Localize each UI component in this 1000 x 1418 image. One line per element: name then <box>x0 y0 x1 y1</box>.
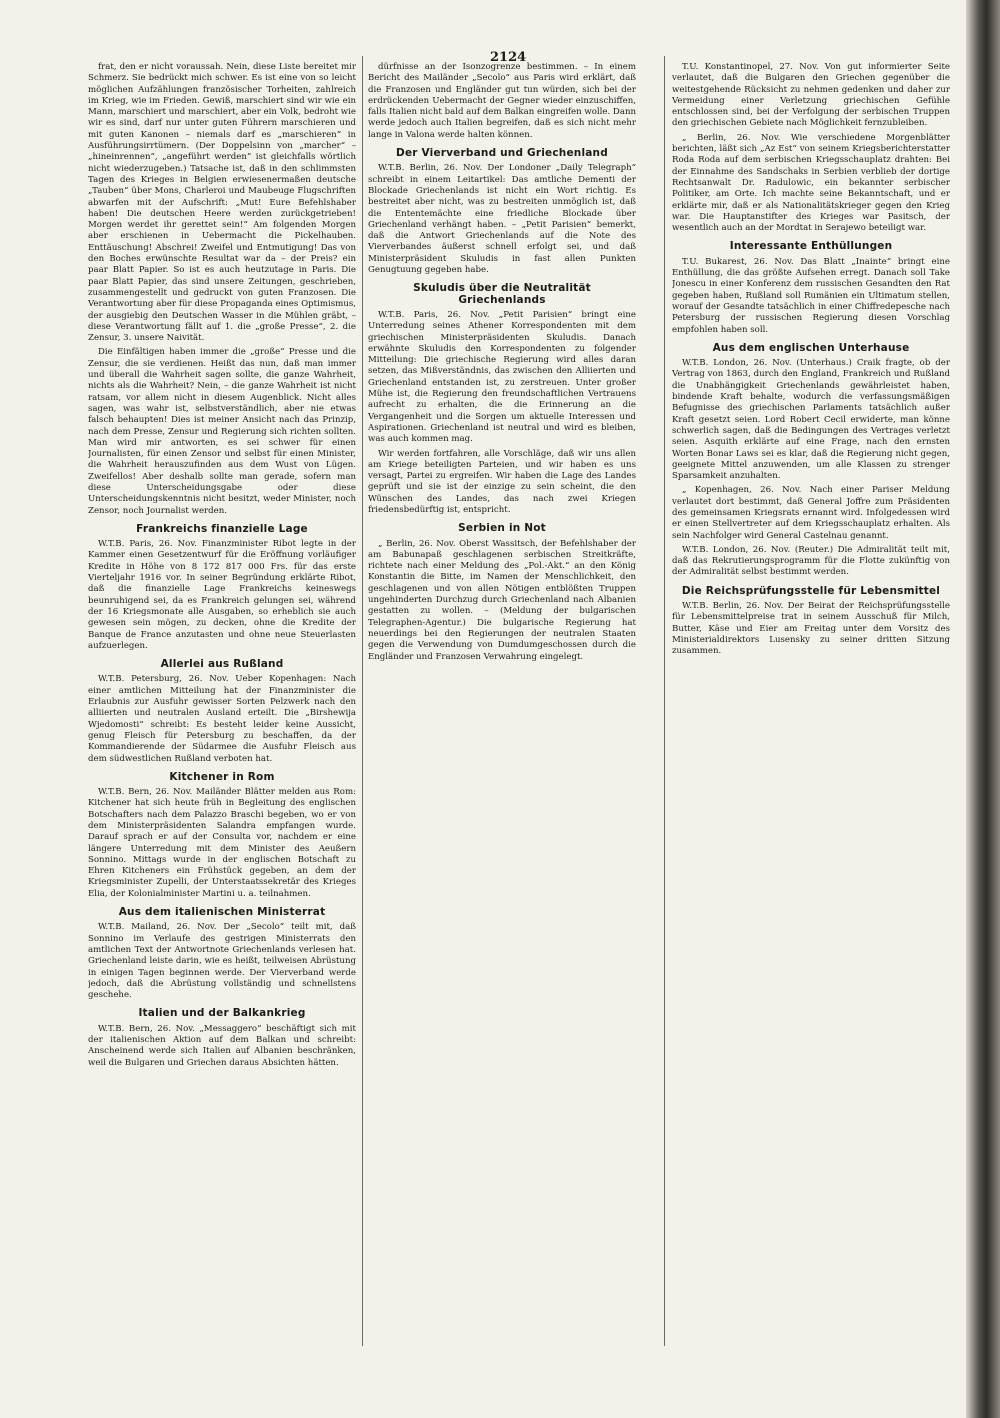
article-paragraph: frat, den er nicht voraussah. Nein, diese Liste bereitet mir Schmerz. Sie bedrückt mich schwer. Es ist eine von so leicht möglichen Aufzählungen französischer Torheiten, zahlreich im Krieg, wie im Frieden. Gewiß, marschiert sind wir wie ein Mann, marschiert und marschiert, aber ein Volk, bedroht wie wir es sind, darf nur unter guten Führern marschieren und mit guten Kanonen – niemals darf es „marschieren“ in Ausführungsirrtümern. (Der Doppelsinn von „marcher“ – „hineinrennen“, „angeführt werden“ ist gleichfalls wörtlich nicht wiederzugeben.) Tatsache ist, daß in den schlimmsten Tagen des Krieges in Belgien erwiesenermaßen deutsche „Tauben“ über Mons, Charleroi und Maubeuge Flugschriften abwarfen mit der Aufschrift: „Mut! Eure Befehlshaber haben! Die deutschen Heere werden zurückgetrieben! Morgen werdet ihr gerettet sein!“ Am folgenden Morgen aber erschienen in Uebermacht die Pickelhauben. Enttäuschung! Abschrei! Zweifel und Entmutigung! Das von den Boches erwünschte Resultat war da – der Preis? ein paar Blatt Papier. So ist es auch heutzutage in Paris. Die paar Blatt Papier, das sind unsere Zeitungen, geschrieben, zusammengestellt und gedruckt von guten Franzosen. Die Verantwortung aber für diese Propaganda eines Optimismus, der ausgiebig den Deutschen Wasser in die Mühlen gräbt, – diese Verantwortung fällt auf 1. die „große Presse“, 2. die Zensur, 3. unsere Naivität. <box>88 62 356 344</box>
article-heading: Kitchener in Rom <box>169 770 275 783</box>
page-number: 2124 <box>490 50 527 65</box>
article-paragraph: „ Berlin, 26. Nov. Oberst Wassitsch, der Befehlshaber der am Babunapaß geschlagenen serbischen Streitkräfte, richtete nach einer Meldung des „Pol.-Akt.“ an den König Konstantin die Bitte, im Namen der Menschlichkeit, den geschlagenen und von allen Nötigen entblößten Truppen ungehinderten Durchzug durch Griechenland nach Albanien gestatten zu wollen. – (Meldung der bulgarischen Telegraphen-Agentur.) Die bulgarische Regierung hat neuerdings bei den Regierungen der neutralen Staaten gegen die Verwendung von Dumdumgeschossen durch die Engländer und Franzosen Verwahrung eingelegt. <box>368 538 636 662</box>
article-heading: Aus dem englischen Unterhause <box>712 341 910 354</box>
article-heading: Skuludis über die Neutralität Griechenlands <box>413 282 591 306</box>
article-heading: Frankreichs finanzielle Lage <box>136 522 308 535</box>
article-paragraph: T.U. Bukarest, 26. Nov. Das Blatt „Inainte“ bringt eine Enthüllung, die das größte Aufsehen erregt. Danach soll Take Jonescu in einer Konferenz dem russischen Gesandten den Rat gegeben haben, Rußland soll Rumänien ein Ultimatum stellen, worauf der Gesandte tatsächlich in einer Chiffredepesche nach Petersburg der russischen Regierung diesen Vorschlag empfohlen haben soll. <box>672 256 950 335</box>
article-paragraph: T.U. Konstantinopel, 27. Nov. Von gut informierter Seite verlautet, daß die Bulgaren den Griechen gegenüber die weitestgehende Rücksicht zu nehmen gedenken und daher zur Vermeidung einer Verletzung griechischen Gefühle entschlossen sind, bei der Verfolgung der serbischen Truppen den griechischen Gebiete nach Möglichkeit fernzubleiben. <box>672 62 950 129</box>
column-rule <box>664 56 665 1346</box>
article-paragraph: W.T.B. Berlin, 26. Nov. Der Londoner „Daily Telegraph“ schreibt in einem Leitartikel: Das amtliche Dementi der Blockade Griechenlands ist nicht ein Wort richtig. Es bestreitet aber nicht, was zu bestreiten unmöglich ist, daß die Ententemächte eine friedliche Blockade über Griechenland verhängt haben. – „Petit Parisien“ bemerkt, daß die Antwort Griechenlands auf die Note des Vierverbandes äußerst schnell erfolgt sei, und daß Ministerpräsident Skuludis in fast allen Punkten Genugtuung gegeben habe. <box>368 163 636 276</box>
article-paragraph: W.T.B. Bern, 26. Nov. „Messaggero“ beschäftigt sich mit der italienischen Aktion auf dem Balkan und schreibt: Anscheinend werde sich Italien auf Albanien beschränken, weil die Bulgaren und Griechen daraus Absichten hätten. <box>88 1023 356 1068</box>
article-paragraph: W.T.B. London, 26. Nov. (Unterhaus.) Craik fragte, ob der Vertrag von 1863, durch den England, Frankreich und Rußland die Unabhängigkeit Griechenlands gewährleistet haben, bindende Kraft behalte, wodurch die verfassungsmäßigen Befugnisse des griechischen Parlaments tatsächlich außer Kraft gesetzt seien. Lord Robert Cecil erwiderte, man könne schwerlich sagen, daß die Bedingungen des Vertrages verletzt seien. Asquith erklärte auf eine Frage, nach den ernsten Worten Bonar Laws sei es klar, daß die Regierung nicht gegen, geeignete Mittel anzuwenden, um alle Klassen zu strenger Sparsamkeit anzuhalten. <box>672 358 950 482</box>
article-paragraph: Wir werden fortfahren, alle Vorschläge, daß wir uns allen am Kriege beteiligten Parteien, und wir haben es uns versagt, Partei zu ergreifen. Wir haben die Lage des Landes geprüft und sie ist der einzige zu sein scheint, die den Wünschen des Landes, das nach zwei Kriegen friedensbedürftig ist, entspricht. <box>368 448 636 515</box>
article-heading: Interessante Enthüllungen <box>729 240 893 253</box>
article-heading: Serbien in Not <box>458 522 546 535</box>
article-heading: Italien und der Balkankrieg <box>138 1007 306 1020</box>
article-paragraph: W.T.B. Paris, 26. Nov. „Petit Parisien“ bringt eine Unterredung seines Athener Korrespondenten mit dem griechischen Ministerpräsidenten Skuludis. Danach erwähnte Skuludis den Korrespondenten zu folgender Mitteilung: Die griechische Regierung wird alles daran setzen, das Mißverständnis, das zwischen den Alliierten und Griechenland entstanden ist, zu zerstreuen. Unter großer Mühe ist, die Regierung den freundschaftlichen Vertrauens aufrecht zu erhalten, die die Erinnerung an die Vergangenheit und die Sorgen um aktuelle Interessen und Aspirationen. Griechenland ist neutral und wird es bleiben, was auch kommen mag. <box>368 309 636 445</box>
column-1 <box>88 62 356 1342</box>
article-heading: Aus dem italienischen Ministerrat <box>118 906 326 919</box>
article-paragraph: W.T.B. Bern, 26. Nov. Mailänder Blätter melden aus Rom: Kitchener hat sich heute früh in Begleitung des englischen Botschafters nach dem Palazzo Braschi begeben, wo er von dem Ministerpräsidenten Salandra empfangen wurde. Darauf sprach er auf der Consulta vor, nachdem er eine längere Unterredung mit dem Minister des Aeußern Sonnino. Mittags wurde in der englischen Botschaft zu Ehren Kitcheners ein Frühstück gegeben, an dem der Kriegsminister Zupelli, der Unterstaatssekretär des Krieges Elia, der Kolonialminister Martini u. a. teilnahmen. <box>88 787 356 899</box>
column-2 <box>368 62 636 1342</box>
article-paragraph: dürfnisse an der Isonzogrenze bestimmen. – In einem Bericht des Mailänder „Secolo“ aus Paris wird erklärt, daß die Franzosen und Engländer gut tun würden, sich bei der erdrückenden Uebermacht der Gegner wieder einzuschiffen, falls Italien nicht bald auf dem Balkan eingreifen wolle. Dann werde jedoch auch Italien begreifen, daß es sich nicht mehr lange in Valona werde halten können. <box>368 62 636 140</box>
article-paragraph: „ Kopenhagen, 26. Nov. Nach einer Pariser Meldung verlautet dort bestimmt, daß General Joffre zum Präsidenten des gemeinsamen Kriegsrats ernannt wird. Infolgedessen wird er einen Stellvertreter auf dem Kriegsschauplatz erhalten. Als sein Nachfolger wird General Castelnau genannt. <box>672 485 950 541</box>
article-paragraph: W.T.B. Petersburg, 26. Nov. Ueber Kopenhagen: Nach einer amtlichen Mitteilung hat der Finanzminister die Erlaubnis zur Ausfuhr gewisser Sorten Pelzwerk nach den alliierten und neutralen Ausland erteilt. Die „Birshewija Wjedomosti“ schreibt: Es besteht leider keine Aussicht, genug Fleisch für Petersburg zu beschaffen, da der Kommandierende der Südarmee die Ausfuhr Fleisch aus dem südwestlichen Rußland verboten hat. <box>88 674 356 764</box>
article-paragraph: W.T.B. Mailand, 26. Nov. Der „Secolo“ teilt mit, daß Sonnino im Verlaufe des gestrigen Ministerrats den amtlichen Text der Antwortnote Griechenlands verlesen hat. Griechenland leiste darin, wie es heißt, teilweisen Abrüstung in einigen Tagen beginnen werde. Der Vierverband werde jedoch, daß die Abrüstung vollständig und schnellstens geschehe. <box>88 922 356 1001</box>
binding-edge <box>966 0 1000 1418</box>
article-paragraph: W.T.B. London, 26. Nov. (Reuter.) Die Admiralität teilt mit, daß das Rekrutierungsprogramm für die Flotte zukünftig von der Admiralität selbst bestimmt werden. <box>672 544 950 578</box>
article-heading: Der Vierverband und Griechenland <box>396 147 608 160</box>
article-paragraph: W.T.B. Paris, 26. Nov. Finanzminister Ribot legte in der Kammer einen Gesetzentwurf für die Eröffnung vorläufiger Kredite in Höhe von 8 172 817 000 Frs. für das erste Vierteljahr 1916 vor. In seiner Begründung erklärte Ribot, daß die finanzielle Lage Frankreichs keineswegs beunruhigend sei, da es Frankreich gelungen sei, während der 16 Kriegsmonate alle Ausgaben, so erheblich sie auch gewesen sein mögen, zu decken, ohne die Kredite der Banque de France anzutasten und ohne neue Steuerlasten aufzuerlegen. <box>88 539 356 651</box>
article-paragraph: „ Berlin, 26. Nov. Wie verschiedene Morgenblätter berichten, läßt sich „Az Est“ von seinem Kriegsberichterstatter Roda Roda auf dem serbischen Kriegsschauplatz drahten: Bei der Einnahme des Sandschaks in Serbien verblieb der dortige Rechtsanwalt Dr. Radulowic, ein bekannter serbischer Politiker, am Orte. Ich machte seine Bekanntschaft, und er erklärte mir, daß er als Nationalitätskrieger gegen den Krieg war. Die Hauptanstifter des Krieges war Pasitsch, der wesentlich auch an der Mordtat in Serajewo beteiligt war. <box>672 132 950 234</box>
article-heading: Die Reichsprüfungsstelle für Lebensmittel <box>681 584 941 597</box>
article-heading: Allerlei aus Rußland <box>160 658 284 671</box>
column-3 <box>672 62 950 1342</box>
article-paragraph: Die Einfältigen haben immer die „große“ Presse und die Zensur, die sie verdienen. Heißt das nun, daß man immer und überall die Wahrheit sagen sollte, die ganze Wahrheit, nichts als die Wahrheit? Nein, – die ganze Wahrheit ist nicht ratsam, vor allem nicht in diesem Augenblick. Nicht alles sagen, was wahr ist, selbstverständlich, aber nie etwas falsch behaupten! Dies ist meiner Ansicht nach das Prinzip, nach dem Presse, Zensur und Regierung sich richten sollten. Man wird mir antworten, es sei schwer für einen Journalisten, für einen Zensor und selbst für einen Minister, die Wahrheit herauszufinden aus dem Wust von Lügen. Zweifellos! Aber deshalb sollte man gerade, sofern man diese Unterscheidungsgabe oder diese Unterscheidungskenntnis nicht besitzt, weder Minister, noch Zensor, noch Journalist werden. <box>88 347 356 516</box>
column-rule <box>362 56 363 1346</box>
article-paragraph: W.T.B. Berlin, 26. Nov. Der Beirat der Reichsprüfungsstelle für Lebensmittelpreise trat in seinem Ausschuß für Milch, Butter, Käse und Eier am Freitag unter dem Vorsitz des Ministerialdirektors Lusensky zu seiner dritten Sitzung zusammen. <box>672 601 950 657</box>
